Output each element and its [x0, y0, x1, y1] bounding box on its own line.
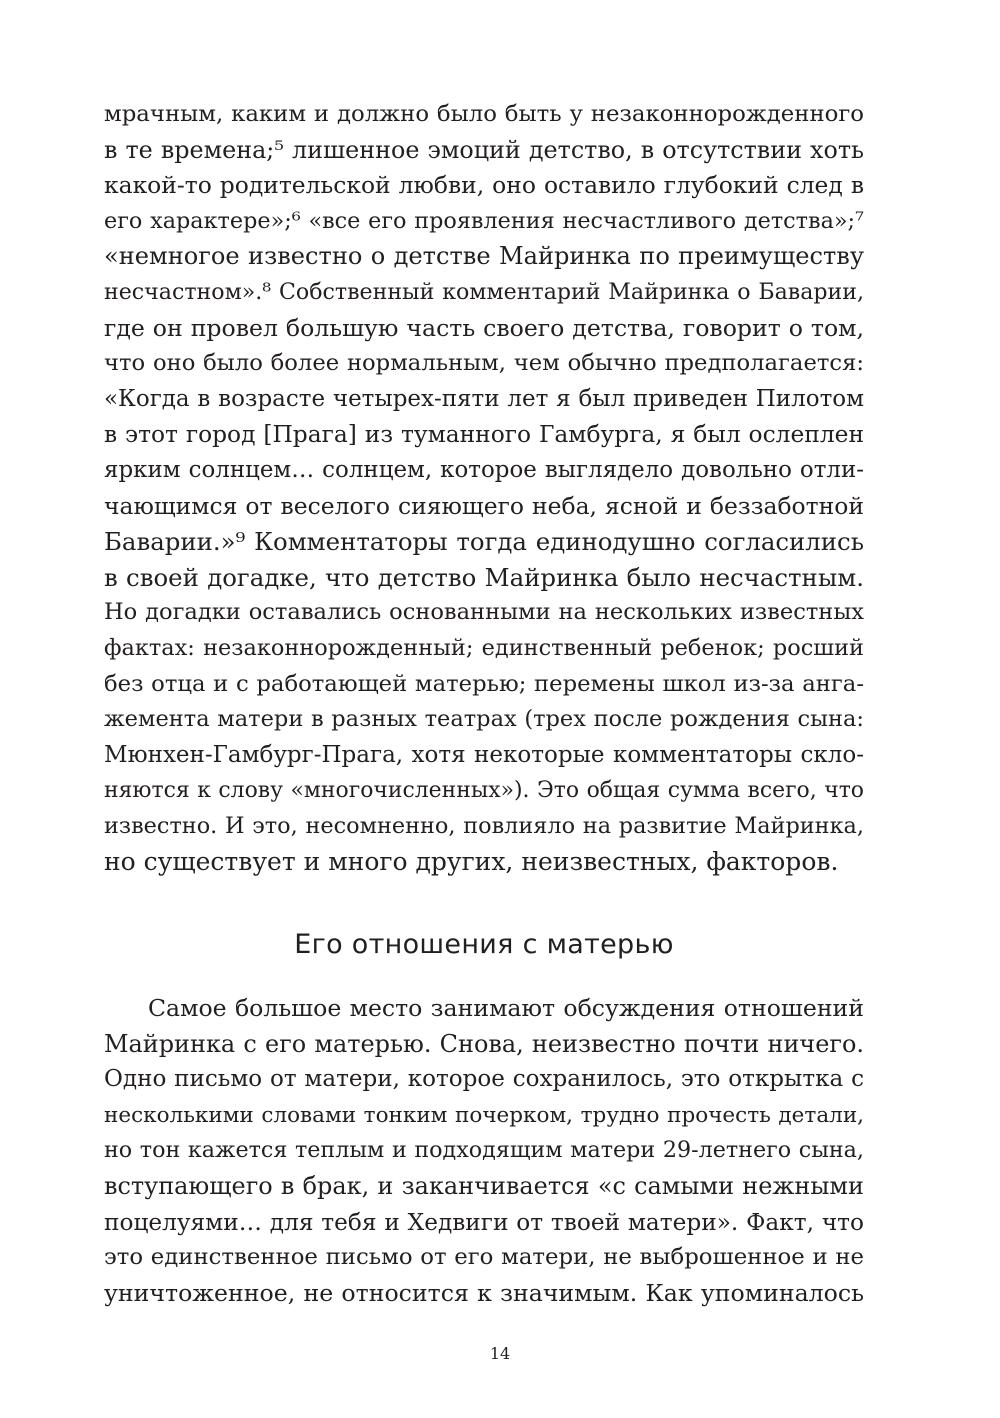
text-line: несчастном».⁸ Собственный комментарий Майринка о Баварии,	[104, 278, 864, 305]
text-line: это единственное письмо от его матери, не выброшенное и не	[104, 1244, 864, 1271]
page-number: 14	[489, 1344, 511, 1363]
text-line: Самое большое место занимают обсуждения отношений	[148, 994, 864, 1022]
text-line: Одно письмо от матери, которое сохранилось, это открытка с	[104, 1066, 864, 1093]
text-line: «Когда в возрасте четырех-пяти лет я был приведен Пилотом	[104, 385, 864, 412]
text-line: уничтоженное, не относится к значимым. Как упоминалось	[104, 1278, 864, 1307]
text-line: его характере»;⁶ «все его проявления несчастливого детства»;⁷	[104, 207, 864, 234]
text-line: жемента матери в разных театрах (трех после рождения сына:	[104, 706, 864, 733]
text-line: но тон кажется теплым и подходящим матери 29-летнего сына,	[104, 1137, 864, 1164]
text-line: няются к слову «многочисленных»). Это общая сумма всего, что	[104, 778, 864, 804]
text-line: в те времена;⁵ лишенное эмоций детство, в отсутствии хоть	[104, 135, 864, 164]
section-heading: Его отношения с матерью	[294, 929, 674, 960]
text-line: Баварии.»⁹ Комментаторы тогда единодушно согласились	[104, 527, 864, 557]
text-line: в своей догадке, что детство Майринка было несчастным.	[104, 562, 864, 592]
text-line: что оно было более нормальным, чем обычно предполагается:	[104, 350, 864, 377]
text-line: Майринка с его матерью. Снова, неизвестно почти ничего.	[104, 1029, 864, 1058]
paragraph-1	[104, 97, 864, 880]
text-line: Мюнхен-Гамбург-Прага, хотя некоторые комментаторы скло-	[104, 741, 864, 768]
text-line: какой-то родительской любви, оно оставило глубокий след в	[104, 171, 864, 200]
text-line: Но догадки оставались основанными на нескольких известных	[104, 599, 864, 626]
text-line: чающимся от веселого сияющего неба, ясной и беззаботной	[104, 491, 864, 520]
text-line: мрачным, каким и должно было быть у незаконнорожденного	[104, 101, 864, 127]
text-line: в этот город [Прага] из туманного Гамбурга, я был ослеплен	[104, 420, 864, 449]
text-line: без отца и с работающей матерью; перемены школ из-за анга-	[104, 670, 864, 697]
text-line: известно. И это, несомненно, повлияло на развитие Майринка,	[104, 812, 864, 839]
text-line: «немногое известно о детстве Майринка по преимуществу	[104, 242, 864, 271]
paragraph-2	[104, 991, 864, 1311]
text-line: поцелуями… для тебя и Хедвиги от твоей матери». Факт, что	[104, 1208, 864, 1236]
text-line: несколькими словами тонким почерком, трудно прочесть детали,	[104, 1102, 864, 1128]
text-line: фактах: незаконнорожденный; единственный ребенок; росший	[104, 634, 864, 661]
text-line: вступающего в брак, и заканчивается «с самыми нежными	[104, 1171, 864, 1200]
text-line: но существует и много других, неизвестных, факторов.	[104, 847, 839, 877]
text-line: где он провел большую часть своего детства, говорит о том,	[104, 313, 864, 342]
text-line: ярким солнцем… солнцем, которое выглядело довольно отли-	[104, 456, 864, 483]
